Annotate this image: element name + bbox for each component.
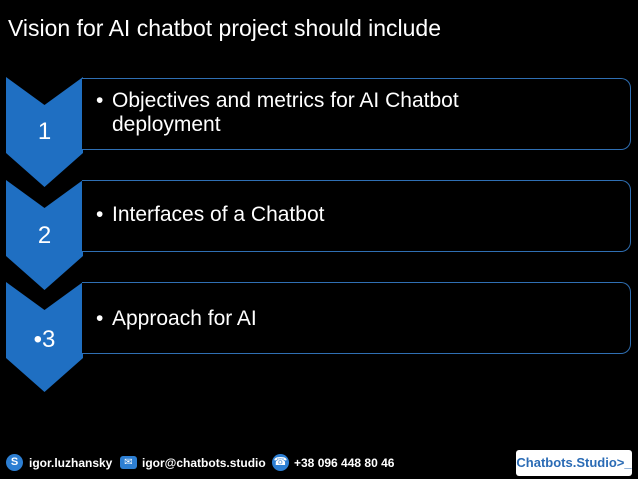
slide-title: Vision for AI chatbot project should include	[8, 15, 442, 41]
footer-phone[interactable]: +38 096 448 80 46	[294, 456, 395, 470]
step-box-1	[82, 78, 631, 150]
skype-icon: S	[6, 454, 23, 471]
step-label-2: Interfaces of a Chatbot	[112, 203, 325, 226]
footer-email[interactable]: igor@chatbots.studio	[142, 456, 266, 470]
step-text-1	[96, 89, 550, 137]
bullet: •	[96, 307, 104, 330]
step-box-3	[82, 282, 631, 354]
step-number-3: •3	[33, 326, 56, 353]
brand-logo: Chatbots.Studio>_	[516, 450, 632, 476]
bullet: •	[96, 89, 104, 112]
footer-skype[interactable]: igor.luzhansky	[29, 456, 113, 470]
step-box-2	[82, 180, 631, 252]
bullet: •	[96, 203, 104, 226]
step-number-2: 2	[37, 222, 52, 249]
envelope-icon: ✉	[120, 456, 137, 469]
step-number-1: 1	[37, 118, 52, 145]
step-text-2	[96, 203, 550, 227]
phone-icon: ☎	[272, 454, 289, 471]
step-label-3: Approach for AI	[112, 307, 257, 330]
step-text-3	[96, 307, 550, 331]
step-label-1: Objectives and metrics for AI Chatbot deployment	[112, 89, 459, 136]
